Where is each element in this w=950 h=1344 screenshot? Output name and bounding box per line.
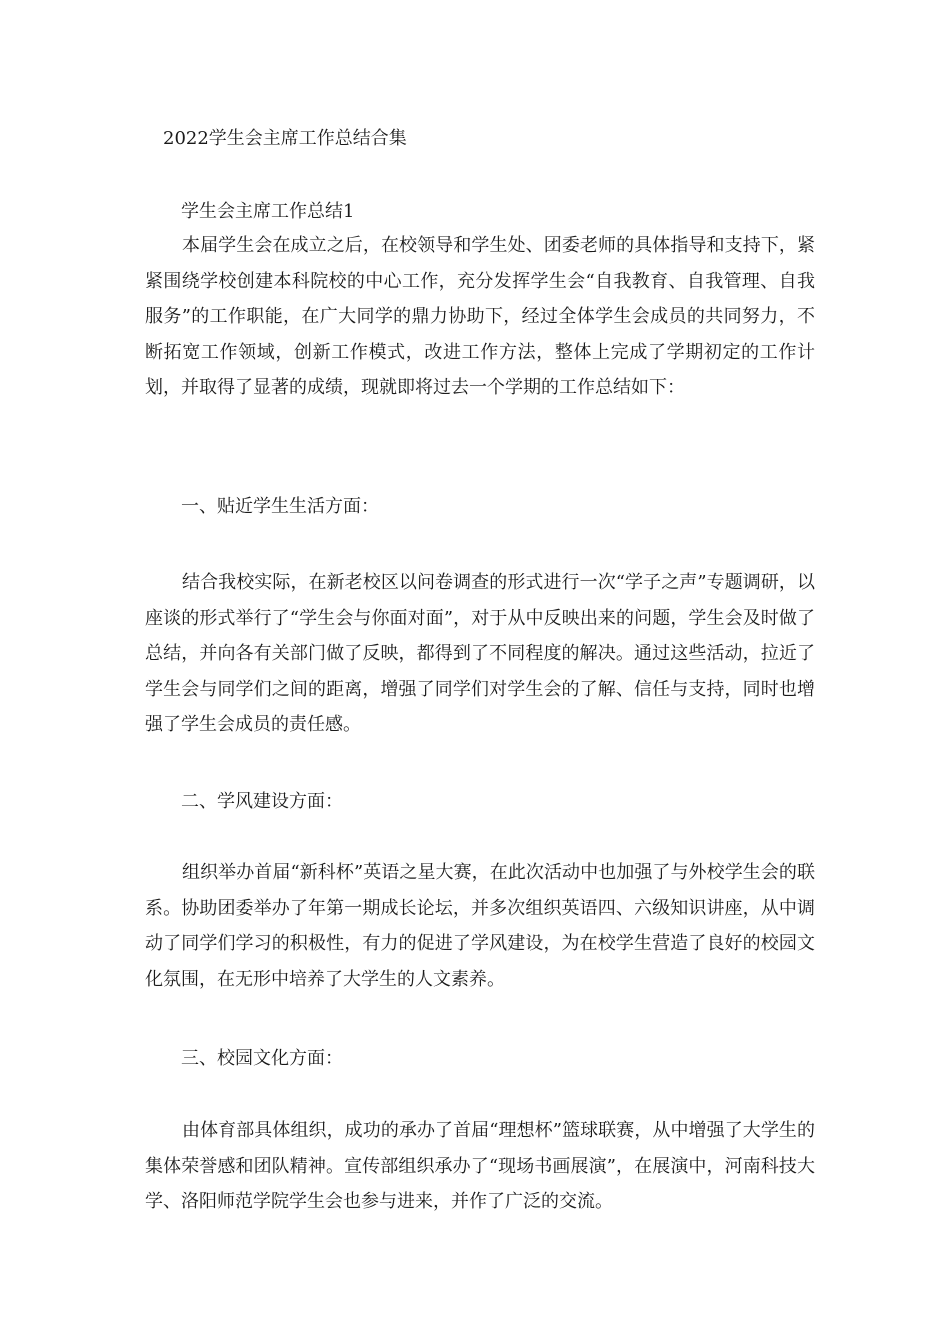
section-heading-campus-culture: 三、校园文化方面： <box>181 1048 343 1069</box>
document-subtitle: 学生会主席工作总结1 <box>181 201 355 222</box>
section-paragraph-study-style: 组织举办首届“新科杯”英语之星大赛，在此次活动中也加强了与外校学生会的联系。协助团委举办了年第一期成长论坛，并多次组织英语四、六级知识讲座，从中调动了同学们学习的积极性，有力的促进了学风建设，为在校学生营造了良好的校园文化氛围，在无形中培养了大学生的人文素养。 <box>145 862 815 990</box>
intro-paragraph: 本届学生会在成立之后，在校领导和学生处、团委老师的具体指导和支持下，紧紧围绕学校创建本科院校的中心工作，充分发挥学生会“自我教育、自我管理、自我服务”的工作职能，在广大同学的鼎力协助下，经过全体学生会成员的共同努力，不断拓宽工作领域，创新工作模式，改进工作方法，整体上完成了学期初定的工作计划，并取得了显著的成绩，现就即将过去一个学期的工作总结如下： <box>145 235 815 398</box>
section-heading-study-style: 二、学风建设方面： <box>181 791 343 812</box>
document-title: 2022学生会主席工作总结合集 <box>163 128 407 149</box>
section-paragraph-student-life: 结合我校实际，在新老校区以问卷调查的形式进行一次“学子之声”专题调研，以座谈的形式举行了“学生会与你面对面”，对于从中反映出来的问题，学生会及时做了总结，并向各有关部门做了反映，都得到了不同程度的解决。通过这些活动，拉近了学生会与同学们之间的距离，增强了同学们对学生会的了解、信任与支持，同时也增强了学生会成员的责任感。 <box>145 572 815 735</box>
section-heading-student-life: 一、贴近学生生活方面： <box>181 496 379 517</box>
section-paragraph-campus-culture: 由体育部具体组织，成功的承办了首届“理想杯”篮球联赛，从中增强了大学生的集体荣誉感和团队精神。宣传部组织承办了“现场书画展演”，在展演中，河南科技大学、洛阳师范学院学生会也参与进来，并作了广泛的交流。 <box>145 1120 815 1212</box>
